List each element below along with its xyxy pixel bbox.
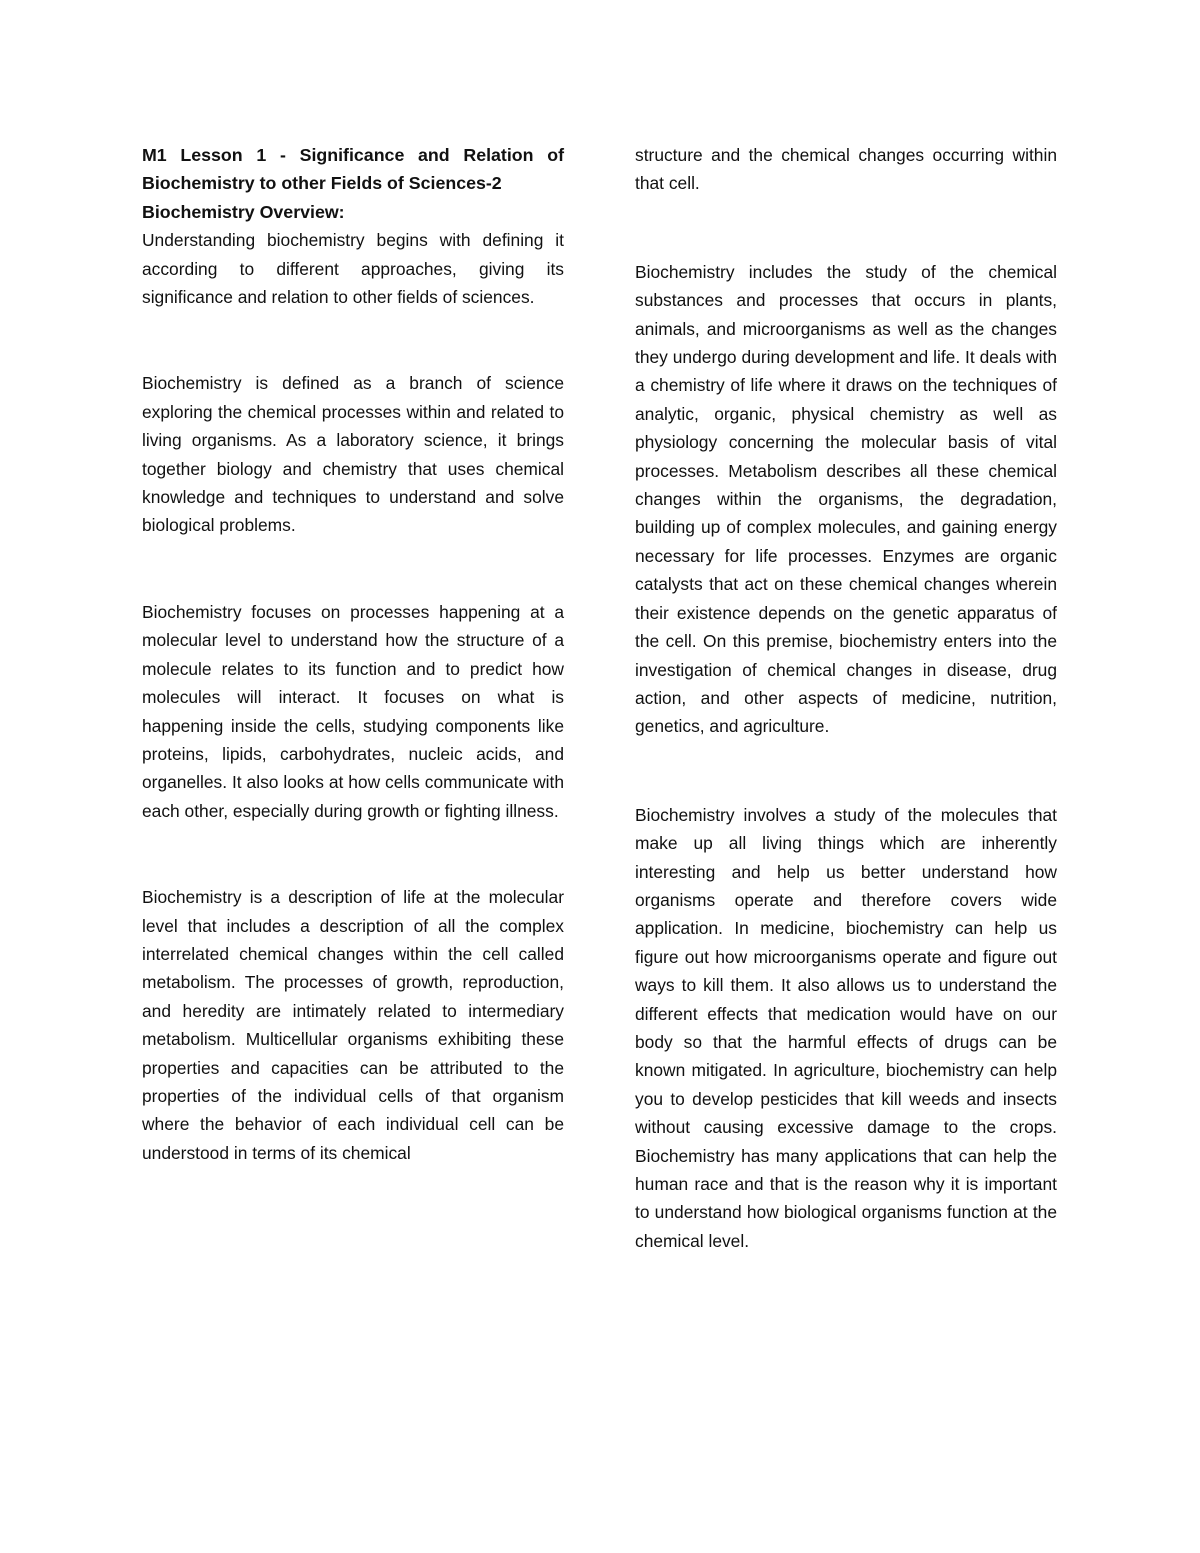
section-heading: Biochemistry Overview: bbox=[142, 201, 345, 222]
document-title: M1 Lesson 1 - Significance and Relation of Biochemistry to other Fields of Sciences-2 bbox=[142, 145, 564, 194]
paragraph: Biochemistry is a description of life at the molecular level that includes a description of all the complex interrelated chemical changes within the cell called metabolism. The processes of growth, reproduction, and heredity are intimately related to intermediary metabolism. Multicellular organisms exhibiting these properties and capacities can be attributed to the properties of the individual cells of that organism where the behavior of each individual cell can be understood in terms of its chemical bbox=[142, 887, 564, 1163]
left-column bbox=[142, 141, 564, 1167]
paragraph: Biochemistry involves a study of the molecules that make up all living things which are inherently interesting and help us better understand how organisms operate and therefore covers wide application. In medicine, biochemistry can help us figure out how microorganisms operate and figure out ways to kill them. It also allows us to understand the different effects that medication would have on our body so that the harmful effects of drugs can be known mitigated. In agriculture, biochemistry can help you to develop pesticides that kill weeds and insects without causing excessive damage to the crops. Biochemistry has many applications that can help the human race and that is the reason why it is important to understand how biological organisms function at the chemical level. bbox=[635, 804, 1057, 1251]
right-column bbox=[635, 141, 1057, 1255]
paragraph: Biochemistry is defined as a branch of science exploring the chemical processes within and related to living organisms. As a laboratory science, it brings together biology and chemistry that uses chemical knowledge and techniques to understand and solve biological problems. bbox=[142, 373, 564, 536]
paragraph-continuation: structure and the chemical changes occurring within that cell. bbox=[635, 145, 1057, 194]
paragraph: Understanding biochemistry begins with defining it according to different approaches, giving its significance and relation to other fields of sciences. bbox=[142, 230, 564, 308]
paragraph: Biochemistry includes the study of the chemical substances and processes that occurs in plants, animals, and microorganisms as well as the changes they undergo during development and life. It deals with a chemistry of life where it draws on the techniques of analytic, organic, physical chemistry as well as physiology concerning the molecular basis of vital processes. Metabolism describes all these chemical changes within the organisms, the degradation, building up of complex molecules, and gaining energy necessary for life processes. Enzymes are organic catalysts that act on these chemical changes wherein their existence depends on the genetic apparatus of the cell. On this premise, biochemistry enters into the investigation of chemical changes in disease, drug action, and other aspects of medicine, nutrition, genetics, and agriculture. bbox=[635, 261, 1057, 737]
paragraph: Biochemistry focuses on processes happening at a molecular level to understand how the structure of a molecule relates to its function and to predict how molecules will interact. It focuses on what is happening inside the cells, studying components like proteins, lipids, carbohydrates, nucleic acids, and organelles. It also looks at how cells communicate with each other, especially during growth or fighting illness. bbox=[142, 601, 564, 821]
